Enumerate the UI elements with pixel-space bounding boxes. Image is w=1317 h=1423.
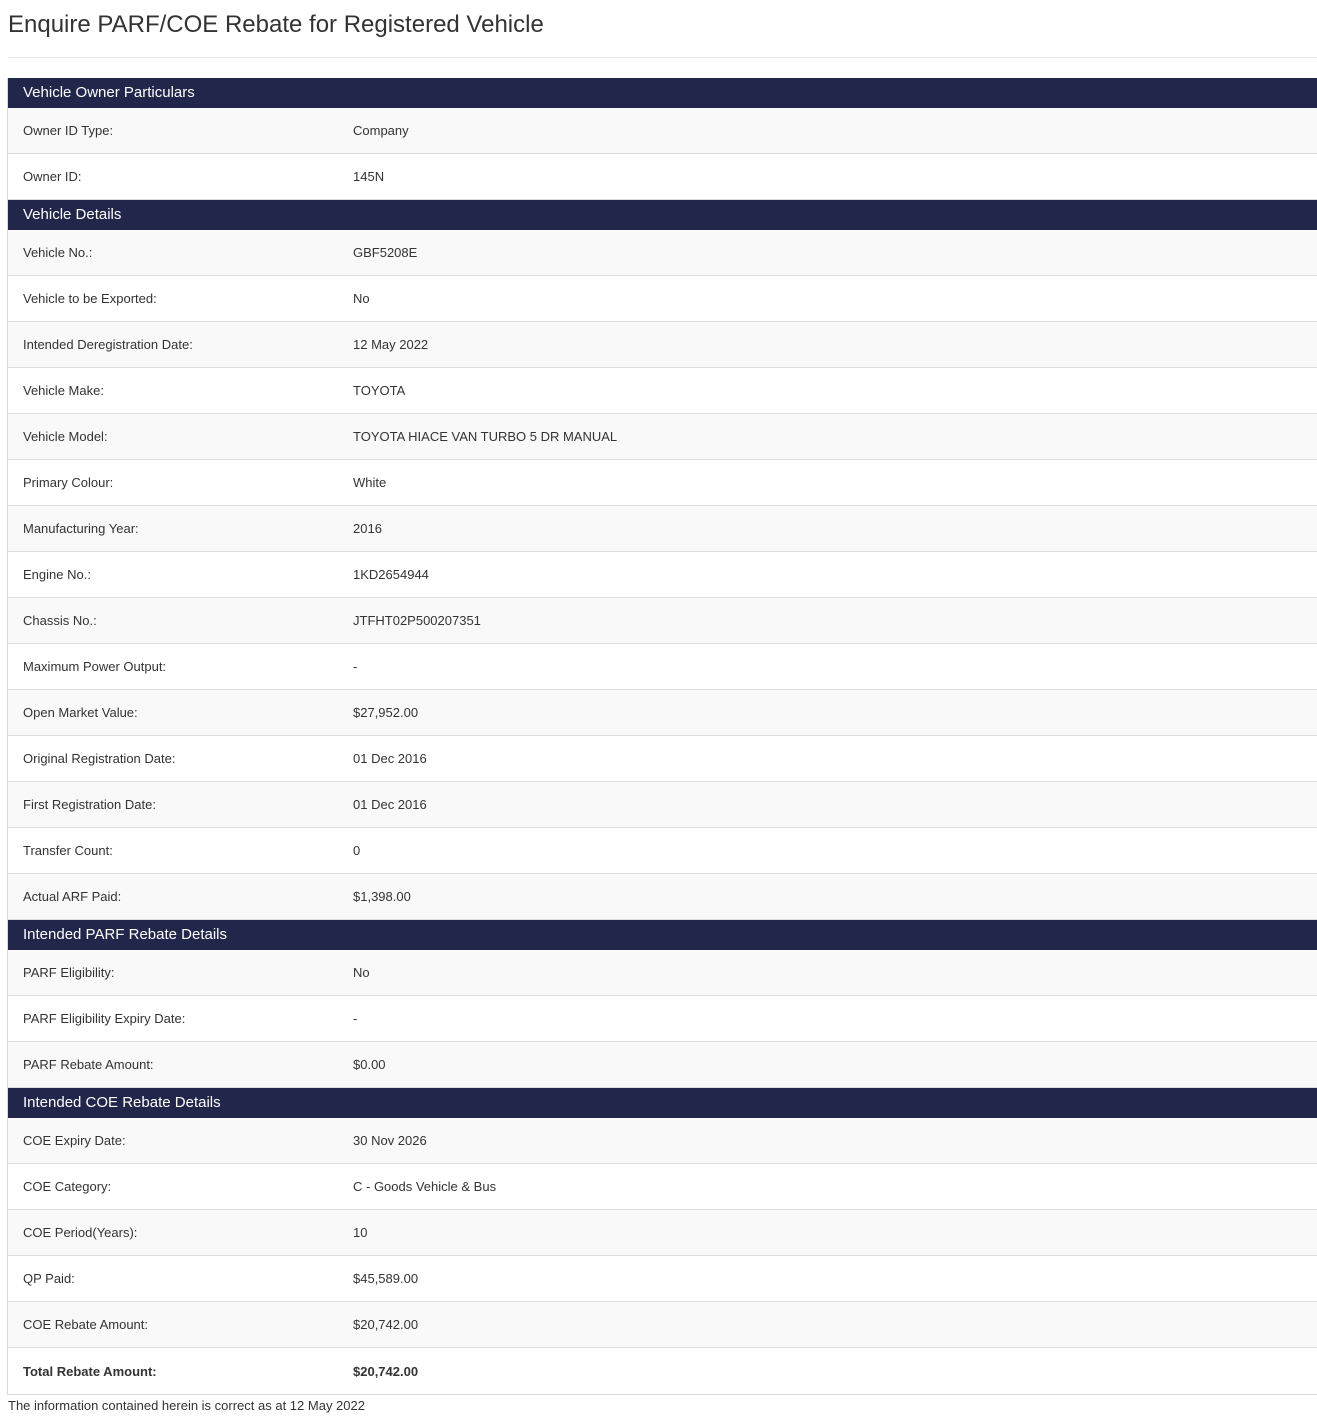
detail-value: $45,589.00 [353, 1271, 419, 1286]
rebate-details-panel [7, 78, 1317, 1395]
detail-label: PARF Rebate Amount: [23, 1057, 154, 1072]
detail-value: 12 May 2022 [353, 337, 429, 352]
detail-label: PARF Eligibility Expiry Date: [23, 1011, 186, 1026]
detail-row-coe-expiry-date [8, 1118, 1317, 1164]
detail-value: - [353, 659, 358, 674]
detail-label: QP Paid: [23, 1271, 75, 1286]
detail-label: COE Category: [23, 1179, 112, 1194]
info-correct-as-at-note: The information contained herein is correct as at 12 May 2022 [8, 1398, 365, 1413]
detail-value: 2016 [353, 521, 382, 536]
detail-label: Transfer Count: [23, 843, 113, 858]
detail-row-vehicle-make [8, 368, 1317, 414]
detail-row-parf-eligibility [8, 950, 1317, 996]
section-header-vehicle-details: Vehicle Details [8, 200, 1317, 230]
detail-row-transfer-count [8, 828, 1317, 874]
detail-value: 01 Dec 2016 [353, 751, 427, 766]
detail-label: Owner ID Type: [23, 123, 114, 138]
detail-row-vehicle-exported [8, 276, 1317, 322]
detail-label: Engine No.: [23, 567, 91, 582]
detail-row-max-power-output [8, 644, 1317, 690]
detail-row-owner-id [8, 154, 1317, 200]
detail-label: COE Rebate Amount: [23, 1317, 149, 1332]
detail-row-parf-rebate-amount [8, 1042, 1317, 1088]
detail-label: Chassis No.: [23, 613, 97, 628]
section-header-parf-rebate: Intended PARF Rebate Details [8, 920, 1317, 950]
detail-value: 01 Dec 2016 [353, 797, 427, 812]
detail-value: $1,398.00 [353, 889, 411, 904]
detail-label: COE Period(Years): [23, 1225, 138, 1240]
detail-row-coe-period [8, 1210, 1317, 1256]
detail-value: C - Goods Vehicle & Bus [353, 1179, 497, 1194]
detail-value: Company [353, 123, 409, 138]
detail-value: 0 [353, 843, 361, 858]
detail-row-primary-colour [8, 460, 1317, 506]
detail-value: $20,742.00 [353, 1363, 419, 1379]
title-divider [8, 57, 1317, 58]
detail-value: White [353, 475, 387, 490]
detail-row-coe-category [8, 1164, 1317, 1210]
detail-row-vehicle-no [8, 230, 1317, 276]
detail-label: Original Registration Date: [23, 751, 176, 766]
detail-row-total-rebate-amount [8, 1348, 1317, 1394]
detail-value: $20,742.00 [353, 1317, 419, 1332]
detail-value: JTFHT02P500207351 [353, 613, 481, 628]
detail-value: TOYOTA [353, 383, 406, 398]
detail-label: Actual ARF Paid: [23, 889, 122, 904]
detail-label: Total Rebate Amount: [23, 1363, 157, 1379]
detail-row-actual-arf-paid [8, 874, 1317, 920]
detail-value: 1KD2654944 [353, 567, 429, 582]
detail-value: $0.00 [353, 1057, 386, 1072]
detail-row-chassis-no [8, 598, 1317, 644]
detail-row-engine-no [8, 552, 1317, 598]
detail-value: No [353, 291, 370, 306]
detail-label: Owner ID: [23, 169, 82, 184]
detail-row-qp-paid [8, 1256, 1317, 1302]
detail-row-original-registration-date [8, 736, 1317, 782]
detail-row-owner-id-type [8, 108, 1317, 154]
detail-label: COE Expiry Date: [23, 1133, 126, 1148]
detail-value: TOYOTA HIACE VAN TURBO 5 DR MANUAL [353, 429, 618, 444]
detail-label: Vehicle Make: [23, 383, 104, 398]
detail-row-open-market-value [8, 690, 1317, 736]
detail-label: Maximum Power Output: [23, 659, 167, 674]
detail-row-first-registration-date [8, 782, 1317, 828]
detail-label: Open Market Value: [23, 705, 138, 720]
detail-value: $27,952.00 [353, 705, 419, 720]
detail-row-vehicle-model [8, 414, 1317, 460]
detail-value: 145N [353, 169, 385, 184]
section-header-owner-particulars: Vehicle Owner Particulars [8, 78, 1317, 108]
detail-label: Primary Colour: [23, 475, 114, 490]
page-title: Enquire PARF/COE Rebate for Registered Vehicle [8, 11, 544, 38]
detail-row-coe-rebate-amount [8, 1302, 1317, 1348]
detail-label: Vehicle to be Exported: [23, 291, 157, 306]
detail-row-deregistration-date [8, 322, 1317, 368]
detail-row-manufacturing-year [8, 506, 1317, 552]
detail-value: GBF5208E [353, 245, 418, 260]
detail-value: 10 [353, 1225, 368, 1240]
detail-label: Vehicle Model: [23, 429, 108, 444]
detail-value: - [353, 1011, 358, 1026]
detail-label: First Registration Date: [23, 797, 156, 812]
section-header-coe-rebate: Intended COE Rebate Details [8, 1088, 1317, 1118]
detail-value: No [353, 965, 370, 980]
detail-label: Manufacturing Year: [23, 521, 139, 536]
detail-label: PARF Eligibility: [23, 965, 115, 980]
detail-label: Vehicle No.: [23, 245, 93, 260]
detail-row-parf-eligibility-expiry [8, 996, 1317, 1042]
detail-label: Intended Deregistration Date: [23, 337, 193, 352]
detail-value: 30 Nov 2026 [353, 1133, 427, 1148]
